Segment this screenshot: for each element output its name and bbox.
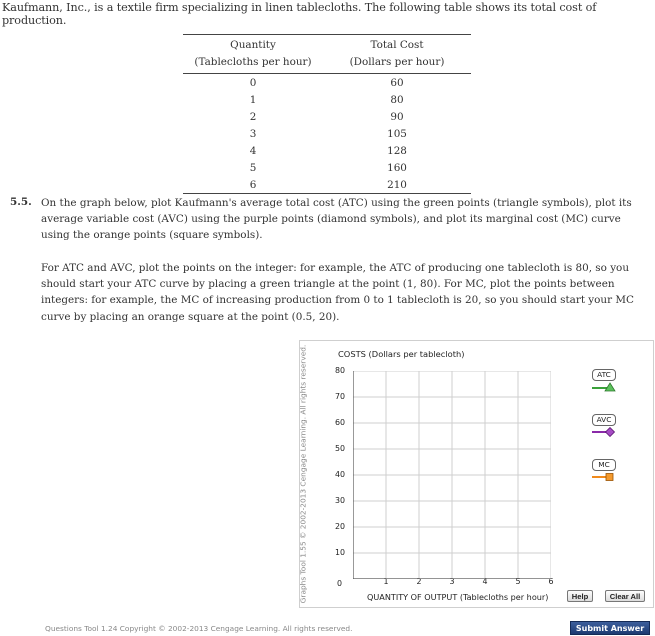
- clear-all-button[interactable]: Clear All: [605, 590, 645, 602]
- total-cost-cell: 128: [387, 145, 407, 157]
- table-row: [183, 143, 471, 160]
- x-tick-label-5: 5: [515, 577, 521, 586]
- submit-answer-button[interactable]: Submit Answer: [570, 621, 650, 635]
- mc-legend-button[interactable]: MC: [592, 459, 616, 471]
- total-cost-header: Total Cost: [323, 35, 471, 55]
- quantity-cell: 6: [183, 176, 323, 193]
- quantity-header: Quantity: [183, 35, 323, 55]
- total-cost-cell: 210: [323, 176, 471, 193]
- help-button[interactable]: Help: [567, 590, 593, 602]
- total-cost-cell: 60: [390, 77, 404, 90]
- y-tick-label-80: 80: [334, 366, 345, 375]
- quantity-cell: 0: [249, 77, 257, 90]
- y-tick-label-70: 70: [334, 392, 345, 401]
- y-tick-label-50: 50: [334, 444, 345, 453]
- avc-legend-button[interactable]: AVC: [592, 414, 616, 426]
- total-cost-table: [183, 34, 471, 194]
- x-tick-label-2: 2: [416, 577, 422, 586]
- questions-tool-copyright: Questions Tool 1.24 Copyright © 2002-2013 Cengage Learning. All rights reserved.: [45, 624, 353, 633]
- graph-tool[interactable]: [299, 340, 654, 608]
- green-triangle-icon[interactable]: [591, 382, 617, 392]
- orange-square-icon[interactable]: [591, 472, 617, 482]
- y-tick-label-30: 30: [334, 496, 345, 505]
- x-origin-label: 0: [337, 579, 343, 588]
- total-cost-header-unit: (Dollars per hour): [323, 54, 471, 74]
- quantity-header-unit: (Tablecloths per hour): [183, 54, 323, 74]
- table-row: [183, 74, 471, 92]
- question-number: 5.5.: [10, 196, 32, 208]
- table-row: [183, 92, 471, 109]
- table-row: [183, 159, 471, 176]
- table-row: [183, 109, 471, 126]
- intro-text: Kaufmann, Inc., is a textile firm specializing in linen tablecloths. The following table shows its total cost of production.: [2, 1, 597, 27]
- total-cost-cell: 90: [390, 111, 404, 124]
- quantity-cell: 1: [249, 94, 257, 107]
- x-tick-label-4: 4: [482, 577, 488, 586]
- purple-diamond-icon[interactable]: [591, 427, 617, 437]
- total-cost-cell: 160: [387, 161, 407, 174]
- atc-legend-button[interactable]: ATC: [592, 369, 616, 381]
- table-row: [183, 176, 471, 193]
- plot-area[interactable]: [353, 371, 551, 579]
- x-axis-title: QUANTITY OF OUTPUT (Tablecloths per hour): [367, 592, 549, 602]
- x-tick-label-3: 3: [449, 577, 455, 586]
- x-tick-label-6: 6: [548, 577, 554, 586]
- x-tick-label-1: 1: [383, 577, 389, 586]
- question-instructions: On the graph below, plot Kaufmann's average total cost (ATC) using the green points (triangle symbols), plot its average variable cost (AVC) using the purple points (diamond symbols), and plot its marginal cost (MC) curve using the orange points (square symbols).: [41, 197, 632, 242]
- total-cost-cell: 80: [390, 94, 404, 107]
- y-tick-label-10: 10: [334, 548, 345, 557]
- quantity-cell: 3: [249, 128, 257, 141]
- y-axis-title: COSTS (Dollars per tablecloth): [338, 349, 465, 359]
- y-tick-label-40: 40: [334, 470, 345, 479]
- table-row: [183, 126, 471, 143]
- y-tick-label-60: 60: [334, 418, 345, 427]
- quantity-cell: 4: [249, 145, 257, 157]
- question-plotting-hint: For ATC and AVC, plot the points on the integer: for example, the ATC of producing one tablecloth is 80, so you should start your ATC curve by placing a green triangle at the point (1, 80). For MC, plot the points between integers: for example, the MC of increasing production from 0 to 1 tablecloth is 20, so you should start your MC curve by placing an orange square at the point (0.5, 20).: [41, 262, 634, 323]
- y-tick-label-20: 20: [334, 522, 345, 531]
- total-cost-cell: 105: [387, 128, 407, 141]
- graph-tool-copyright: Graphs Tool 1.55 © 2002-2013 Cengage Learning. All rights reserved.: [298, 344, 308, 604]
- quantity-cell: 5: [249, 161, 257, 174]
- quantity-cell: 2: [249, 111, 257, 124]
